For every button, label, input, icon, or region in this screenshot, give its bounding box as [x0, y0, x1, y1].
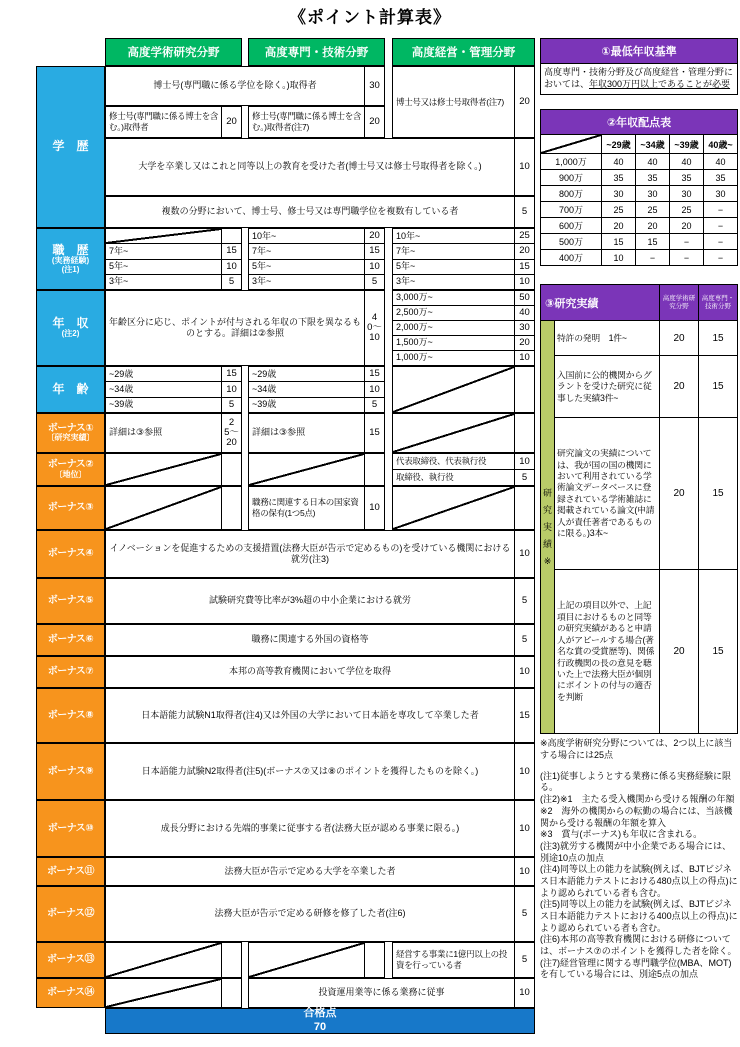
points-cell: 10	[514, 139, 534, 195]
cell-masters-academic: 修士号(専門職に係る博士を含む。)取得者 20	[105, 106, 242, 138]
row-band-bonus4	[36, 530, 535, 578]
corner-spacer	[36, 38, 105, 66]
bonus11-cell: 法務大臣が告示で定める大学を卒業した者 10	[105, 857, 535, 886]
minimum-income-box	[540, 38, 738, 95]
row-band-bonus13	[36, 942, 535, 978]
minimum-income-body: 高度専門・技術分野及び高度経営・管理分野においては、年収300万円以上であることが必要	[544, 67, 734, 89]
research-side-strip: 研 究 実 績 ※	[541, 321, 555, 733]
footnotes	[540, 771, 738, 981]
row-label-education: 学 歴	[36, 66, 105, 228]
research-row-grant: 入国前に公的機関からグラントを受けた研究に従事した実績3件~ 20 15	[555, 355, 737, 417]
row-band-bonus1	[36, 413, 535, 453]
income-points-table	[541, 135, 737, 265]
diagonal-cell	[393, 414, 514, 452]
row-band-bonus11	[36, 857, 535, 886]
cell-masters-technical: 修士号(専門職に係る博士を含む。)取得者(注7) 20	[248, 106, 385, 138]
points-cell: 5	[514, 943, 534, 977]
points-cell: 10	[514, 657, 534, 687]
research-row-patent: 特許の発明 1件~ 20 15	[555, 321, 737, 355]
pass-score-label: 合格点	[303, 1007, 337, 1020]
row-band-bonus3	[36, 486, 535, 530]
column-header-band	[36, 38, 535, 66]
bonus1-technical: 詳細は③参照 15	[248, 413, 385, 453]
bonus3-technical: 職務に関連する日本の国家資格の保有(1つ5点) 10	[248, 486, 385, 530]
points-cell: 10	[221, 382, 241, 396]
bonus6-cell: 職務に関連する外国の資格等 5	[105, 624, 535, 656]
row-label-bonus6: ボーナス⑥	[36, 624, 105, 656]
points-cell: 30	[364, 67, 384, 105]
underlined-requirement: 年収300万円以上であることが必要	[589, 78, 731, 89]
cell-doctorate: 博士号(専門職に係る学位を除く。)取得者 30	[105, 66, 385, 106]
income-row: 700万 25 25 25 −	[541, 201, 737, 217]
points-cell: 10	[514, 351, 534, 365]
points-cell: 10	[364, 260, 384, 274]
cell-multiple-degrees: 複数の分野において、博士号、修士号又は専門職学位を複数有している者 5	[105, 196, 535, 228]
points-cell: 10	[364, 382, 384, 396]
row-label-work-experience: 職 歴 (実務経験) (注1)	[36, 228, 105, 290]
row-label-bonus8: ボーナス⑧	[36, 688, 105, 743]
points-cell: 10	[514, 744, 534, 799]
footnote: ※3 賞与(ボーナス)も年収に含まれる。	[540, 829, 703, 840]
research-achievement-title: ③研究実績	[541, 285, 659, 320]
age-academic: ~29歳 15 ~34歳 10 ~39歳 5	[105, 366, 242, 413]
diagonal-cell	[106, 943, 221, 977]
row-band-bonus7	[36, 656, 535, 688]
row-band-bonus14	[36, 978, 535, 1008]
side-panel	[540, 38, 738, 981]
pass-score-value: 70	[313, 1021, 327, 1033]
pass-score-band	[36, 1008, 535, 1034]
age-technical: ~29歳 15 ~34歳 10 ~39歳 5	[248, 366, 385, 413]
row-label-bonus2: ボーナス② 〔地位〕	[36, 453, 105, 486]
work-experience-technical: 10年~ 20 7年~ 15 5年~ 10 3年~ 5	[248, 228, 385, 290]
footnote: (注6)本邦の高等教育機関における研修については、ボーナス⑦のポイントを獲得した者を除く。	[540, 934, 737, 957]
points-cell: 5	[364, 275, 384, 289]
diagonal-cell	[106, 454, 221, 485]
points-cell: 10	[514, 531, 534, 577]
income-points-title: ②年収配点表	[541, 110, 737, 135]
bonus13-technical-na	[248, 942, 385, 978]
bonus14-academic-na	[105, 978, 242, 1008]
points-cell: 5	[221, 275, 241, 289]
points-cell: 50	[514, 291, 534, 305]
point-calculation-table	[36, 38, 535, 1034]
points-cell: 5	[364, 398, 384, 412]
bonus13-management: 経営する事業に1億円以上の投資を行っている者 5	[392, 942, 535, 978]
row-band-education	[36, 66, 535, 228]
points-cell: 15	[514, 260, 534, 274]
bonus13-academic-na	[105, 942, 242, 978]
age-col-header: ~29歳	[601, 135, 635, 153]
points-cell: 40	[514, 306, 534, 320]
diagonal-cell	[249, 454, 364, 485]
diagonal-cell	[393, 367, 514, 412]
research-box-note: ※高度学術研究分野については、2つ以上に該当する場合には25点	[540, 738, 733, 761]
diagonal-cell	[541, 135, 601, 153]
income-management: 3,000万~ 50 2,500万~ 40 2,000万~ 30 1,500万~ 20 1,000万~ 10	[392, 290, 535, 366]
research-col-technical: 高度専門・技術分野	[698, 285, 737, 320]
column-header-academic: 高度学術研究分野	[105, 38, 242, 66]
row-label-bonus1: ボーナス① 〔研究実績〕	[36, 413, 105, 453]
footnote: (注7)経営管理に関する専門職学位(MBA、MOT)を有している場合には、別途5点の加点	[540, 957, 732, 980]
row-label-bonus10: ボーナス⑩	[36, 800, 105, 857]
footnote: (注1)従事しようとする業務に係る実務経験に限る。	[540, 770, 732, 793]
diagonal-cell	[106, 979, 221, 1007]
row-band-bonus10	[36, 800, 535, 857]
income-rule-merged-cell: 年齢区分に応じ、ポイントが付与される年収の下限を異なるものとする。詳細は②参照 40〜10	[105, 290, 385, 366]
points-cell: 10	[221, 260, 241, 274]
cell-university-graduate: 大学を卒業し又はこれと同等以上の教育を受けた者(博士号又は修士号取得者を除く。) 10	[105, 138, 535, 196]
points-cell: 5	[514, 470, 534, 485]
income-row: 900万 35 35 35 35	[541, 169, 737, 185]
bonus1-academic: 詳細は③参照 25〜20	[105, 413, 242, 453]
points-cell: 10	[514, 454, 534, 469]
bonus2-technical-na	[248, 453, 385, 486]
bonus4-cell: イノベーションを促進するための支援措置(法務大臣が告示で定めるもの)を受けている機関における就労(注3) 10	[105, 530, 535, 578]
bonus10-cell: 成長分野における先端的事業に従事する者(法務大臣が認める事業に限る。) 10	[105, 800, 535, 857]
bonus3-academic-na	[105, 486, 242, 530]
points-cell: 15	[514, 689, 534, 742]
points-cell: 10	[514, 858, 534, 885]
age-col-header: 40歳~	[703, 135, 737, 153]
income-row: 500万 15 15 − −	[541, 233, 737, 249]
points-cell: 30	[514, 321, 534, 335]
points-cell: 5	[514, 887, 534, 941]
footnote: (注5)同等以上の能力を試験(例えば、BJTビジネス日本語能力テストにおける400点以上の得点)により認められている者も含む。	[540, 899, 738, 933]
row-band-annual-income	[36, 290, 535, 366]
age-col-header: ~39歳	[669, 135, 703, 153]
points-cell: 15	[364, 367, 384, 381]
row-label-bonus3: ボーナス③	[36, 486, 105, 530]
pass-score-bar	[105, 1008, 535, 1034]
row-band-bonus2	[36, 453, 535, 486]
row-band-work-experience	[36, 228, 535, 290]
row-label-bonus11: ボーナス⑪	[36, 857, 105, 886]
income-row: 800万 30 30 30 30	[541, 185, 737, 201]
row-band-bonus8	[36, 688, 535, 743]
bonus14-merged-cell: 投資運用業等に係る業務に従事 10	[248, 978, 535, 1008]
income-row: 400万 10 − − −	[541, 249, 737, 265]
row-band-bonus6	[36, 624, 535, 656]
points-cell: 20	[514, 244, 534, 258]
row-label-bonus14: ボーナス⑭	[36, 978, 105, 1008]
column-header-management: 高度経営・管理分野	[392, 38, 535, 66]
research-row-papers: 研究論文の実績については、我が国の国の機関において利用されている学術論文データベースに登録されている学術雑誌に掲載されている論文(申請人が責任著者であるものに限る。)3本~ 20 15	[555, 417, 737, 569]
row-label-bonus12: ボーナス⑫	[36, 886, 105, 942]
bonus12-cell: 法務大臣が告示で定める研修を修了した者(注6) 5	[105, 886, 535, 942]
points-cell: 10	[514, 979, 534, 1007]
row-label-annual-income: 年 収 (注2)	[36, 290, 105, 366]
research-col-academic: 高度学術研究分野	[659, 285, 698, 320]
row-label-bonus9: ボーナス⑨	[36, 743, 105, 800]
points-cell: 15	[364, 244, 384, 258]
research-achievement-box	[540, 284, 738, 734]
row-band-age	[36, 366, 535, 413]
cell-doctorate-or-masters-management: 博士号又は修士号取得者(注7) 20	[392, 66, 535, 138]
diagonal-cell	[106, 487, 221, 529]
bonus5-cell: 試験研究費等比率が3%超の中小企業における就労 5	[105, 578, 535, 624]
points-cell: 20	[364, 107, 384, 137]
bonus7-cell: 本邦の高等教育機関において学位を取得 10	[105, 656, 535, 688]
points-cell: 5	[221, 398, 241, 412]
bonus9-cell: 日本語能力試験N2取得者(注5)(ボーナス⑦又は⑧のポイントを獲得したものを除く。) 10	[105, 743, 535, 800]
footnote: ※2 海外の機関からの転勤の場合には、当該機関から受ける報酬の年額を算入	[540, 805, 733, 828]
points-cell: 15	[221, 244, 241, 258]
work-experience-management: 10年~ 25 7年~ 20 5年~ 15 3年~ 10	[392, 228, 535, 290]
row-label-bonus13: ボーナス⑬	[36, 942, 105, 978]
row-band-bonus5	[36, 578, 535, 624]
points-cell: 5	[514, 197, 534, 227]
points-cell: 10	[514, 275, 534, 289]
row-label-bonus7: ボーナス⑦	[36, 656, 105, 688]
bonus2-management: 代表取締役、代表執行役 10 取締役、執行役 5	[392, 453, 535, 486]
points-cell: 15	[221, 367, 241, 381]
footnote: (注3)就労する機関が中小企業である場合には、別途10点の加点	[540, 840, 732, 863]
research-row-other: 上記の項目以外で、上記項目におけるものと同等の研究実績があると申請人がアピールする場合(著名な賞の受賞歴等)、関係行政機関の長の意見を聴いた上で法務大臣が個別にポイントの付与の適否を判断 20 15	[555, 569, 737, 733]
points-cell: 20	[514, 336, 534, 350]
bonus3-management-na	[392, 486, 535, 530]
income-row: 1,000万 40 40 40 40	[541, 153, 737, 169]
points-cell: 10	[364, 487, 384, 529]
diagonal-cell	[106, 229, 221, 243]
diagonal-cell	[393, 487, 514, 529]
points-cell: 25	[514, 229, 534, 243]
row-label-bonus4: ボーナス④	[36, 530, 105, 578]
column-header-technical: 高度専門・技術分野	[248, 38, 385, 66]
age-management-na	[392, 366, 535, 413]
bonus8-cell: 日本語能力試験N1取得者(注4)又は外国の大学において日本語を専攻して卒業した者 15	[105, 688, 535, 743]
row-band-bonus12	[36, 886, 535, 942]
points-cell: 5	[514, 579, 534, 623]
footnote: (注4)同等以上の能力を試験(例えば、BJTビジネス日本語能力テストにおける480点以上の得点)により認められている者も含む。	[540, 864, 738, 898]
minimum-income-title: ①最低年収基準	[541, 39, 737, 64]
points-cell: 20	[364, 229, 384, 243]
work-experience-academic: 7年~ 15 5年~ 10 3年~ 5	[105, 228, 242, 290]
bonus2-academic-na	[105, 453, 242, 486]
income-points-box	[540, 109, 738, 266]
row-label-age: 年 齢	[36, 366, 105, 413]
points-cell: 20	[221, 107, 241, 137]
points-cell: 40〜10	[364, 291, 384, 365]
points-cell: 20	[514, 67, 534, 137]
points-cell: 15	[364, 414, 384, 452]
income-row: 600万 20 20 20 −	[541, 217, 737, 233]
row-label-bonus5: ボーナス⑤	[36, 578, 105, 624]
points-cell: 10	[514, 801, 534, 856]
age-col-header: ~34歳	[635, 135, 669, 153]
diagonal-cell	[249, 943, 364, 977]
page-title: 《ポイント計算表》	[289, 8, 451, 27]
footnote: (注2)※1 主たる受入機関から受ける報酬の年額	[540, 794, 735, 805]
points-cell: 25〜20	[221, 414, 241, 452]
bonus1-management-na	[392, 413, 535, 453]
points-cell: 5	[514, 625, 534, 655]
row-band-bonus9	[36, 743, 535, 800]
